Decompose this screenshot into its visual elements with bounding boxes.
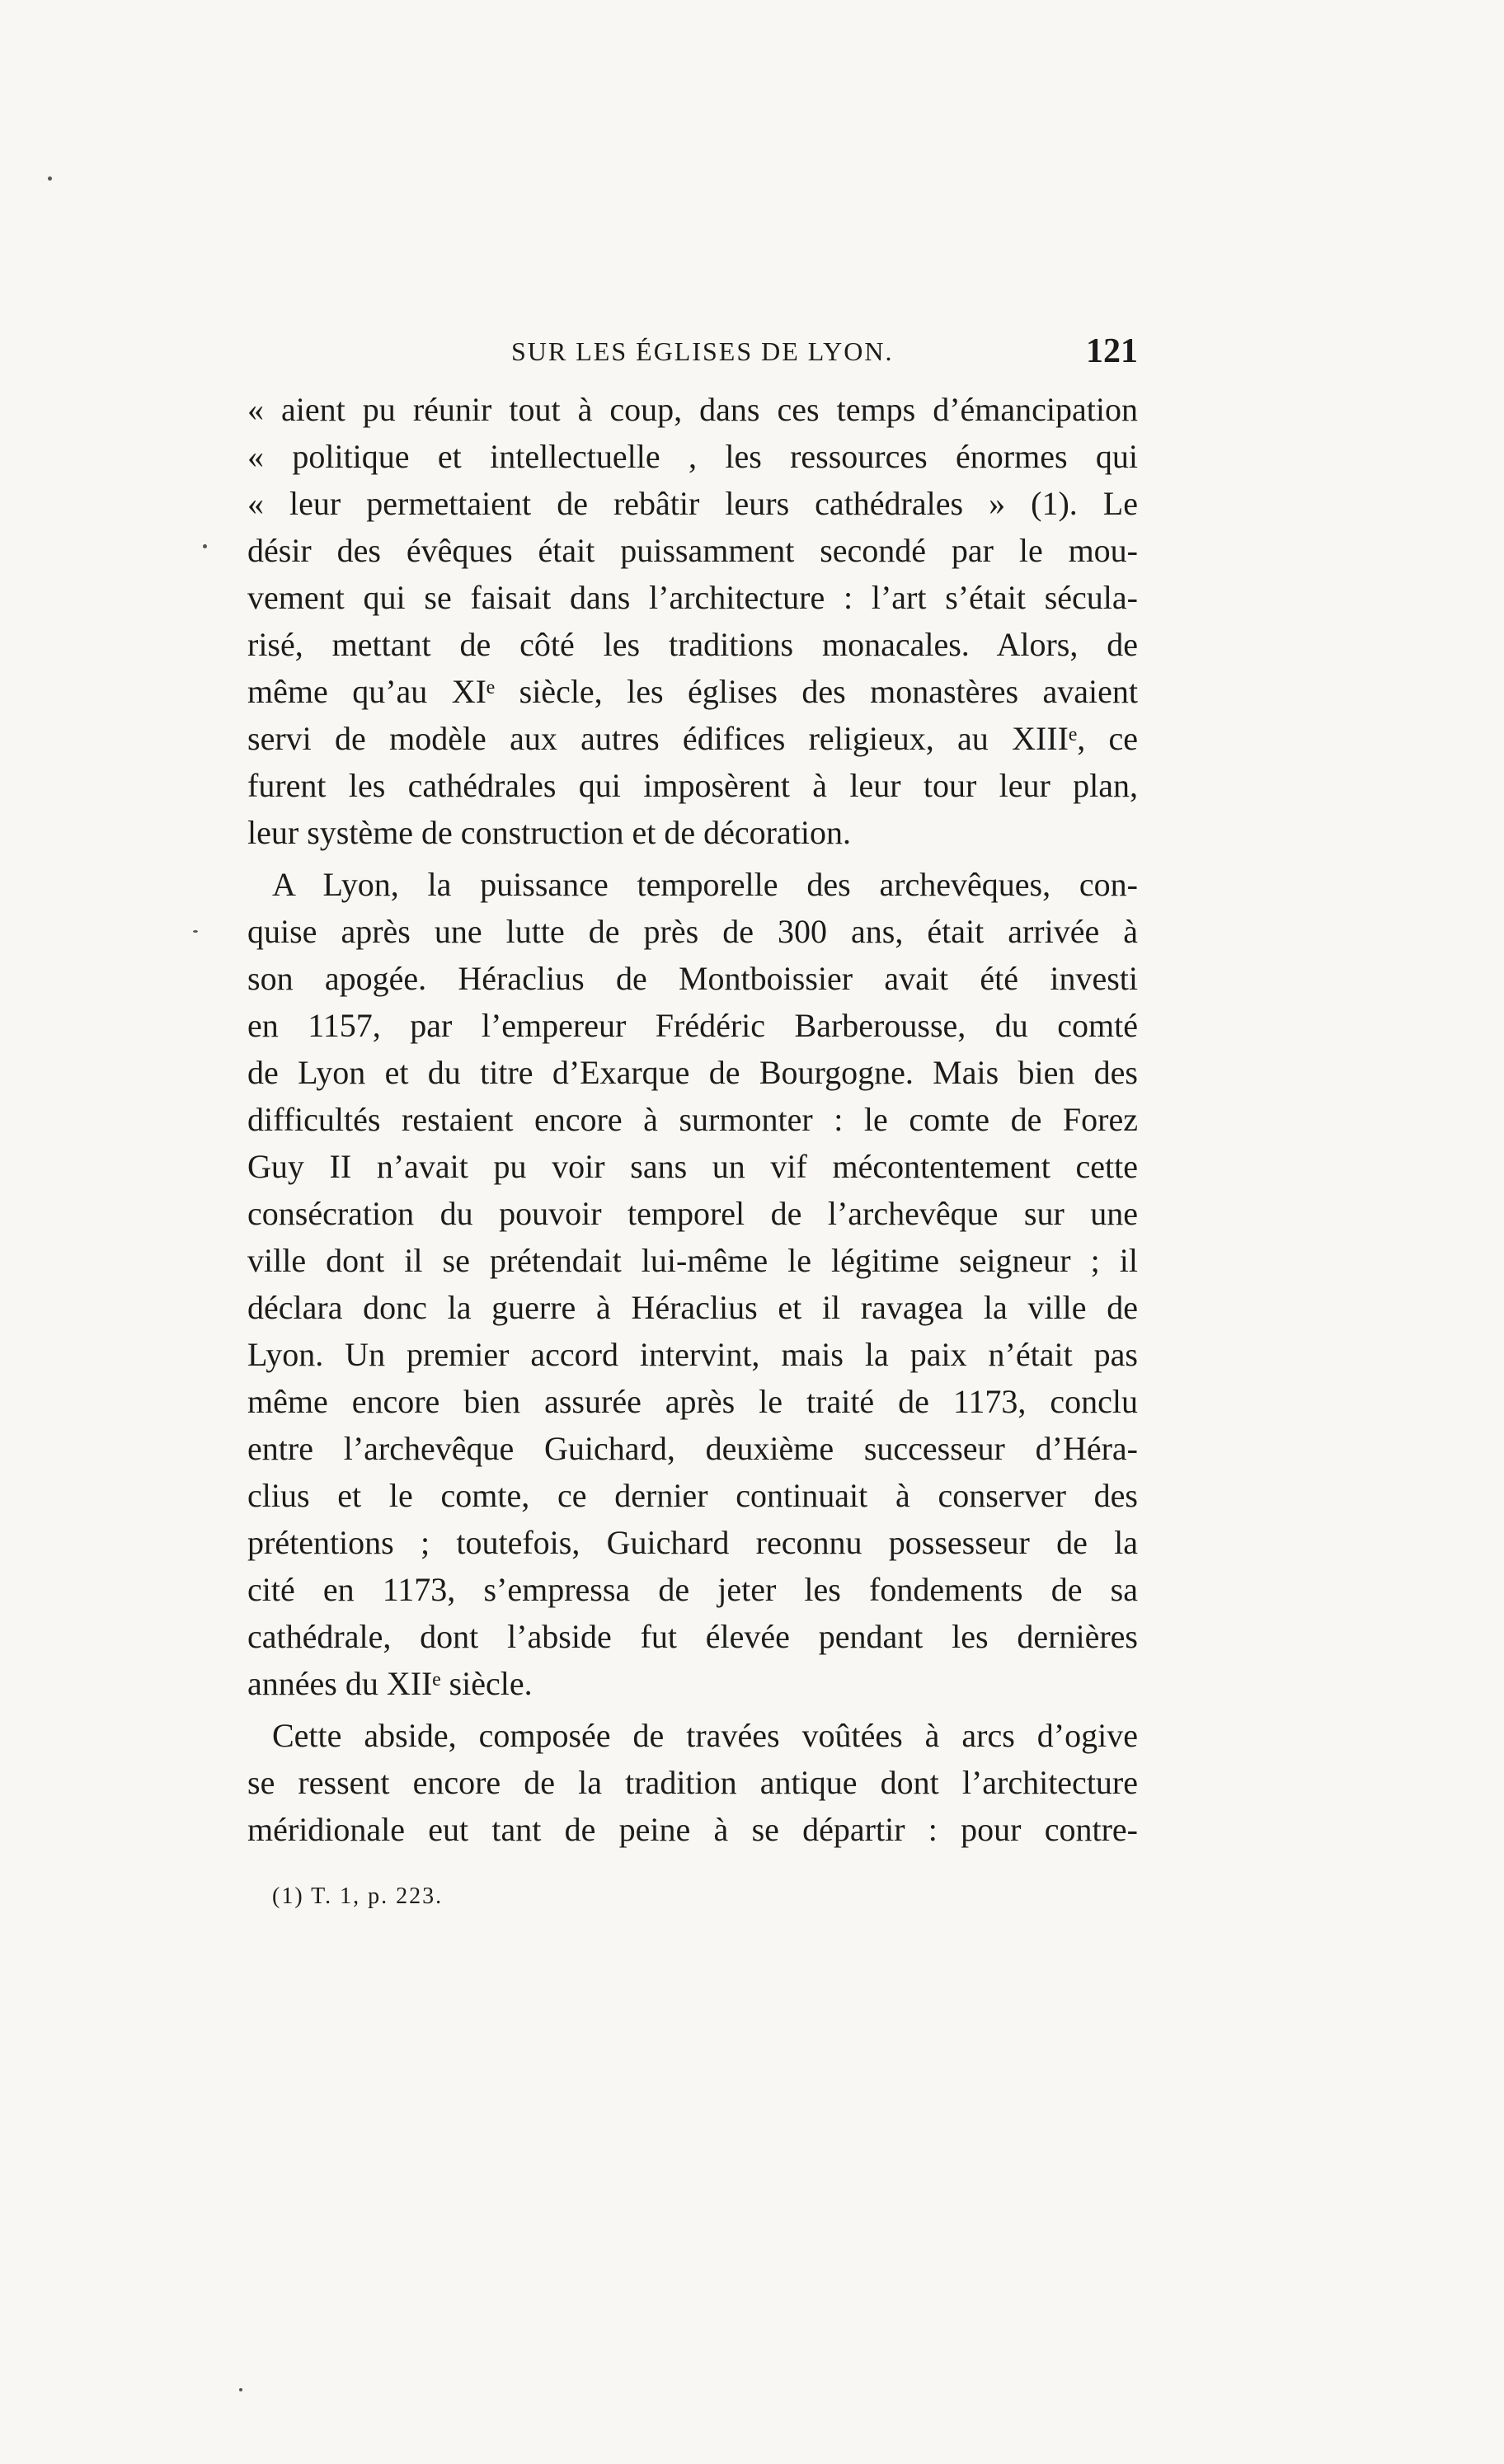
scan-speck bbox=[239, 2388, 242, 2391]
text-line: difficultés restaient encore à surmonter : le comte de Forez bbox=[247, 1101, 1138, 1138]
text-line: furent les cathédrales qui imposèrent à leur tour leur plan, bbox=[247, 767, 1138, 804]
text-line: Guy II n’avait pu voir sans un vif mécontentement cette bbox=[247, 1148, 1138, 1185]
text-line: même encore bien assurée après le traité de 1173, conclu bbox=[247, 1383, 1138, 1420]
text-line: désir des évêques était puissamment secondé par le mou- bbox=[247, 532, 1138, 569]
scan-speck bbox=[203, 544, 207, 548]
text-line: vement qui se faisait dans l’architecture : l’art s’était sécula- bbox=[247, 579, 1138, 616]
text-line: cathédrale, dont l’abside fut élevée pendant les dernières bbox=[247, 1618, 1138, 1655]
scan-speck bbox=[48, 176, 52, 181]
text-line: leur système de construction et de décoration. bbox=[247, 814, 851, 851]
text-line: déclara donc la guerre à Héraclius et il ravagea la ville de bbox=[247, 1289, 1138, 1326]
text-line: son apogée. Héraclius de Montboissier avait été investi bbox=[247, 960, 1138, 997]
text-line: clius et le comte, ce dernier continuait à conserver des bbox=[247, 1477, 1138, 1514]
text-line: même qu’au XIᵉ siècle, les églises des monastères avaient bbox=[247, 673, 1138, 710]
text-line: entre l’archevêque Guichard, deuxième successeur d’Héra- bbox=[247, 1430, 1138, 1467]
scan-speck bbox=[193, 930, 198, 933]
text-line: Lyon. Un premier accord intervint, mais la paix n’était pas bbox=[247, 1336, 1138, 1373]
text-line: années du XIIᵉ siècle. bbox=[247, 1665, 533, 1702]
text-line: ville dont il se prétendait lui-même le légitime seigneur ; il bbox=[247, 1242, 1138, 1279]
text-line: quise après une lutte de près de 300 ans, était arrivée à bbox=[247, 913, 1138, 950]
text-line: Cette abside, composée de travées voûtées à arcs d’ogive bbox=[272, 1717, 1138, 1754]
text-line: « leur permettaient de rebâtir leurs cathédrales » (1). Le bbox=[247, 485, 1138, 522]
text-line: méridionale eut tant de peine à se départir : pour contre- bbox=[247, 1811, 1138, 1848]
page-number: 121 bbox=[1086, 332, 1138, 370]
running-title: SUR LES ÉGLISES DE LYON. bbox=[511, 336, 894, 366]
text-line: « politique et intellectuelle , les ressources énormes qui bbox=[247, 438, 1138, 475]
text-line: cité en 1173, s’empressa de jeter les fondements de sa bbox=[247, 1571, 1138, 1608]
text-line: se ressent encore de la tradition antique dont l’architecture bbox=[247, 1764, 1138, 1801]
text-line: servi de modèle aux autres édifices religieux, au XIIIᵉ, ce bbox=[247, 720, 1138, 757]
text-line: « aient pu réunir tout à coup, dans ces temps d’émancipation bbox=[247, 391, 1138, 428]
text-line: prétentions ; toutefois, Guichard reconnu possesseur de la bbox=[247, 1524, 1138, 1561]
footnote: (1) T. 1, p. 223. bbox=[272, 1883, 444, 1909]
text-line: A Lyon, la puissance temporelle des archevêques, con- bbox=[272, 866, 1138, 903]
text-line: risé, mettant de côté les traditions monacales. Alors, de bbox=[247, 626, 1138, 663]
running-head bbox=[247, 327, 1138, 376]
text-line: consécration du pouvoir temporel de l’archevêque sur une bbox=[247, 1195, 1138, 1232]
text-line: de Lyon et du titre d’Exarque de Bourgogne. Mais bien des bbox=[247, 1054, 1138, 1091]
body-text bbox=[247, 386, 1138, 1853]
text-line: en 1157, par l’empereur Frédéric Barberousse, du comté bbox=[247, 1007, 1138, 1044]
